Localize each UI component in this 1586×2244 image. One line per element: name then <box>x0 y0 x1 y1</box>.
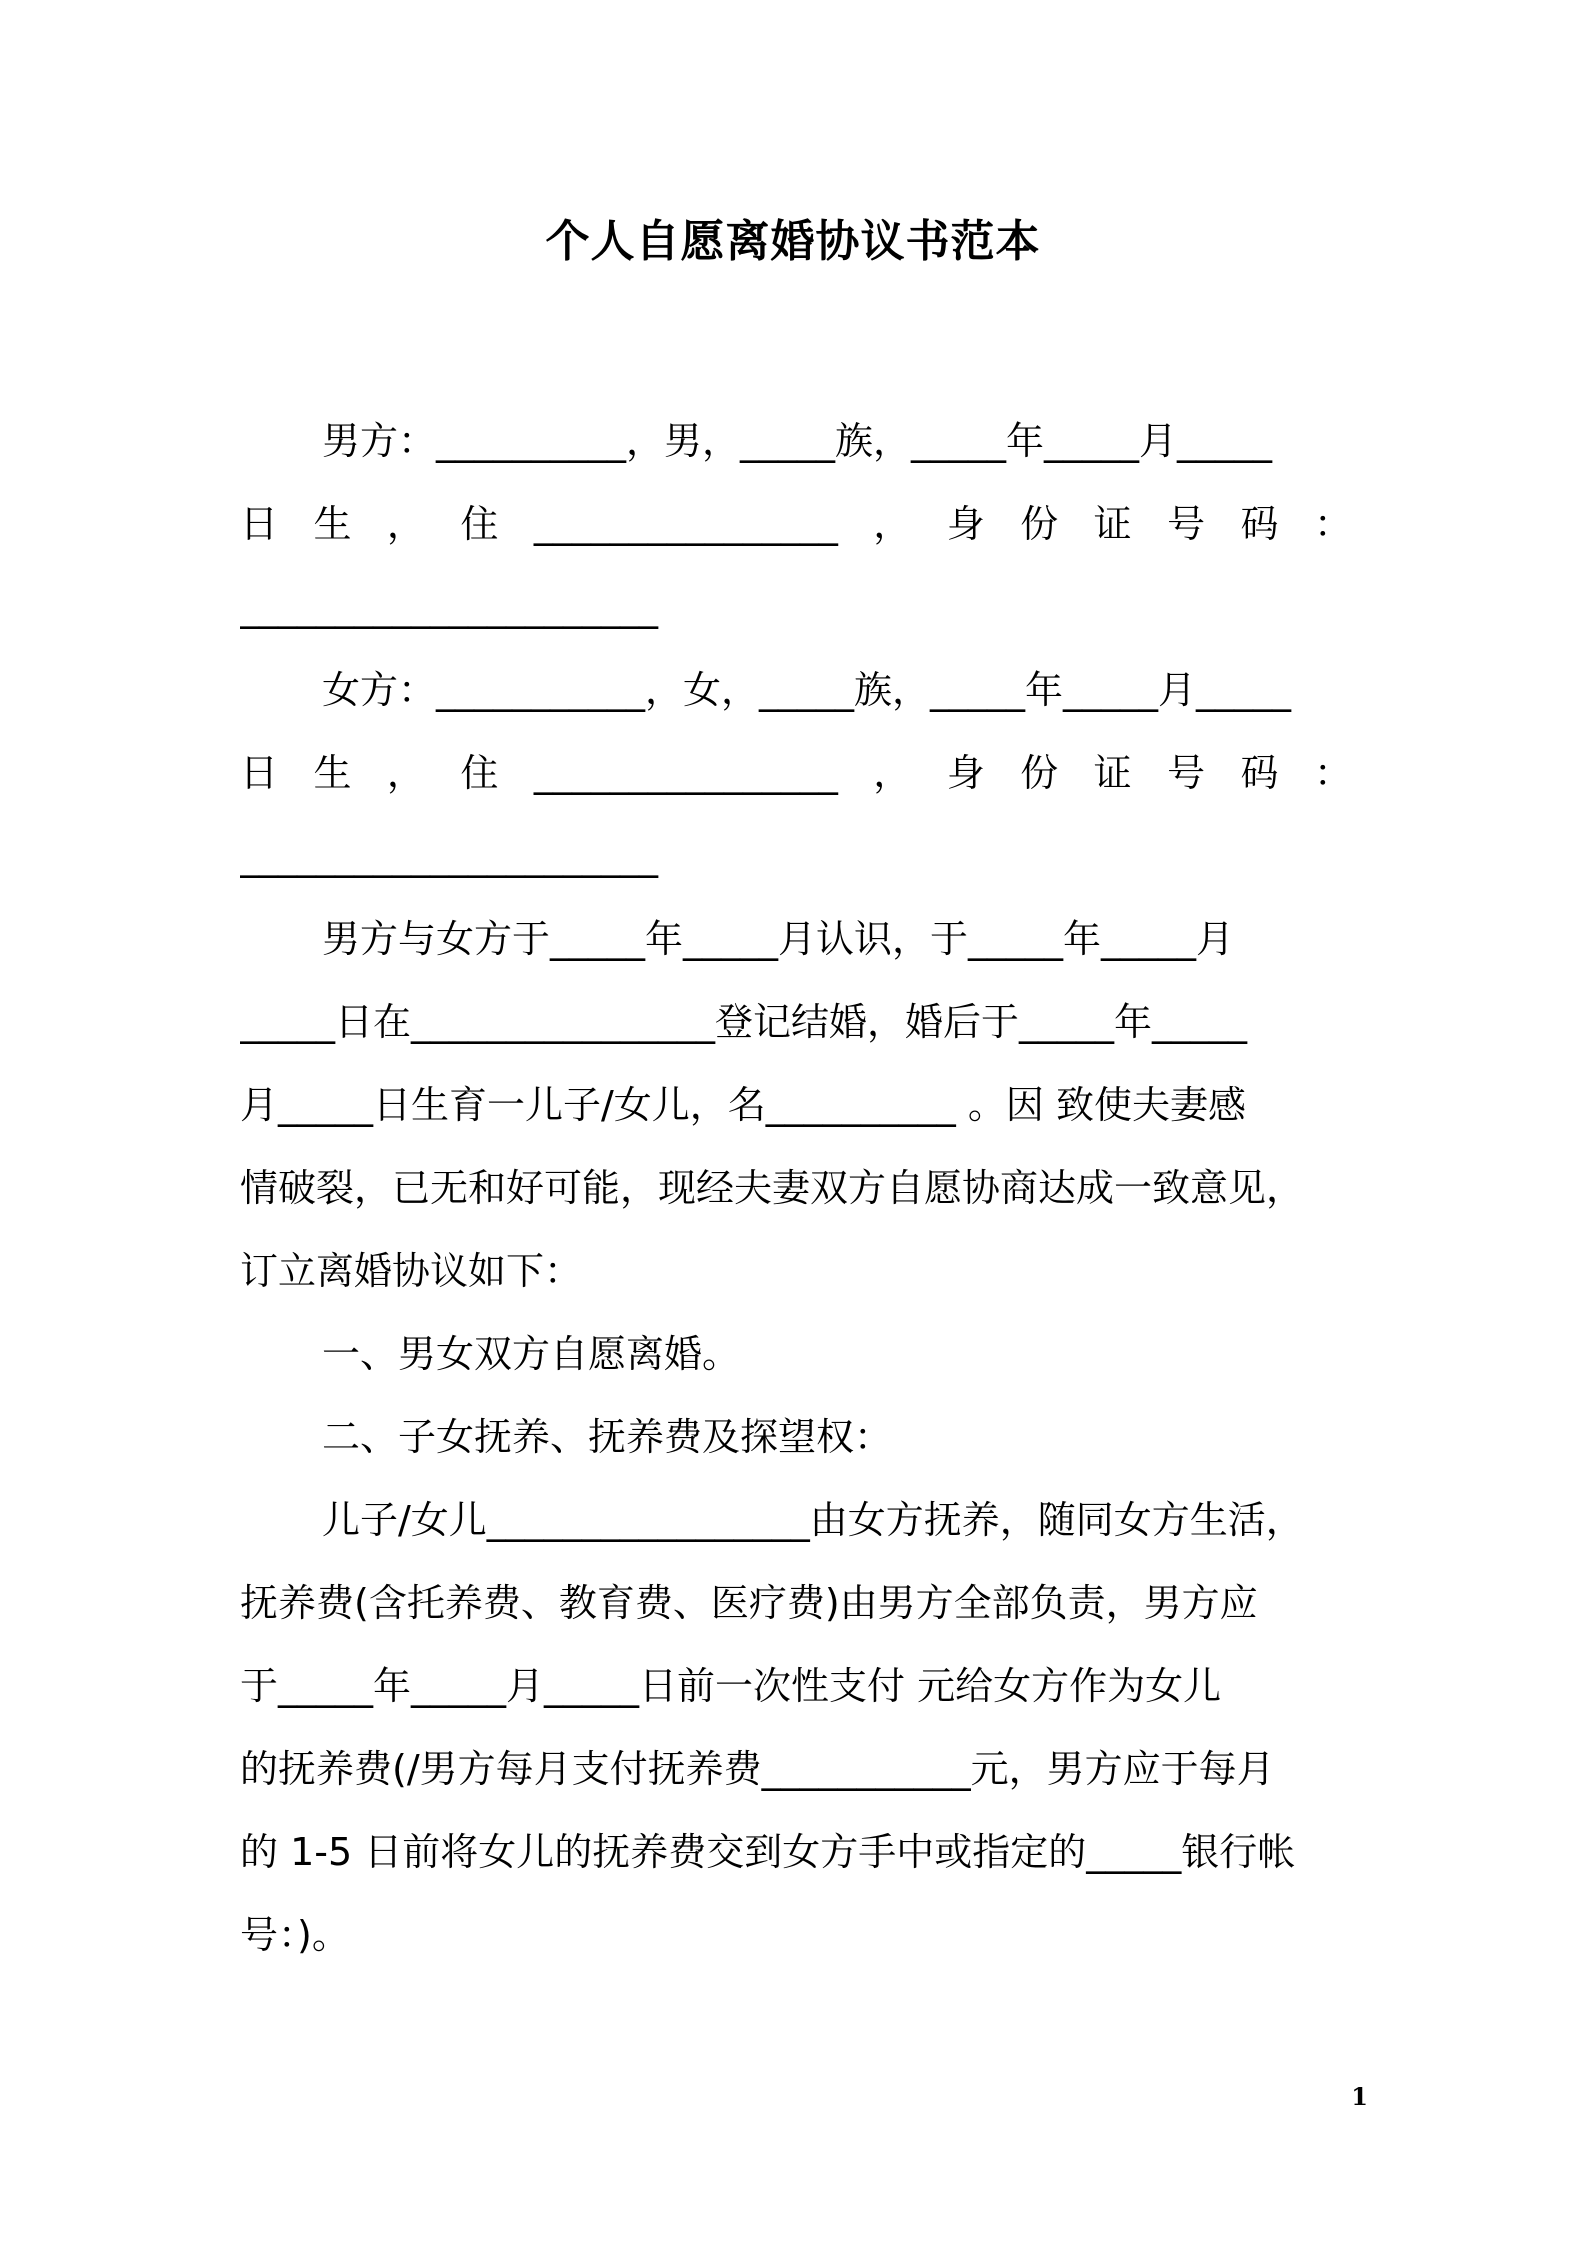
female-id-blank-line: ______________________ <box>240 834 658 878</box>
custody-paragraph-line-2: 抚养费(含托养费、教育费、医疗费)由男方全部负责，男方应 <box>240 1581 1258 1625</box>
female-party-line: 女方：___________，女，_____族，_____年_____月_____ <box>322 668 1292 712</box>
marriage-paragraph-line-5: 订立离婚协议如下： <box>240 1249 583 1293</box>
marriage-paragraph-line-4: 情破裂，已无和好可能，现经夫妻双方自愿协商达成一致意见， <box>240 1166 1305 1210</box>
custody-paragraph-line-1: 儿子/女儿_________________由女方抚养，随同女方生活， <box>322 1498 1304 1542</box>
male-party-line: 男方：__________，男，_____族，_____年_____月_____ <box>322 419 1273 463</box>
custody-paragraph-line-3: 于_____年_____月_____日前一次性支付 元给女方作为女儿 <box>240 1664 1222 1708</box>
clause-one: 一、男女双方自愿离婚。 <box>322 1332 741 1376</box>
custody-paragraph-line-6: 号：)。 <box>240 1913 350 1957</box>
marriage-paragraph-line-2: _____日在________________登记结婚，婚后于_____年_____ <box>240 1000 1248 1044</box>
document-title: 个人自愿离婚协议书范本 <box>545 216 1041 267</box>
marriage-paragraph-line-1: 男方与女方于_____年_____月认识，于_____年_____月 <box>322 917 1235 961</box>
custody-paragraph-line-4: 的抚养费(/男方每月支付抚养费___________元，男方应于每月 <box>240 1747 1275 1791</box>
clause-two-heading: 二、子女抚养、抚养费及探望权： <box>322 1415 893 1459</box>
document-body <box>240 400 1352 1977</box>
page-number: 1 <box>1351 2082 1368 2111</box>
male-id-blank-line: ______________________ <box>240 585 658 629</box>
female-residence-id-line: 日生，住________________，身份证号码： <box>240 751 1352 795</box>
marriage-paragraph-line-3: 月_____日生育一儿子/女儿，名__________ 。因 致使夫妻感 <box>240 1083 1246 1127</box>
male-residence-id-line: 日生，住________________，身份证号码： <box>240 502 1352 546</box>
custody-paragraph-line-5: 的 1-5 日前将女儿的抚养费交到女方手中或指定的_____银行帐 <box>240 1830 1296 1874</box>
